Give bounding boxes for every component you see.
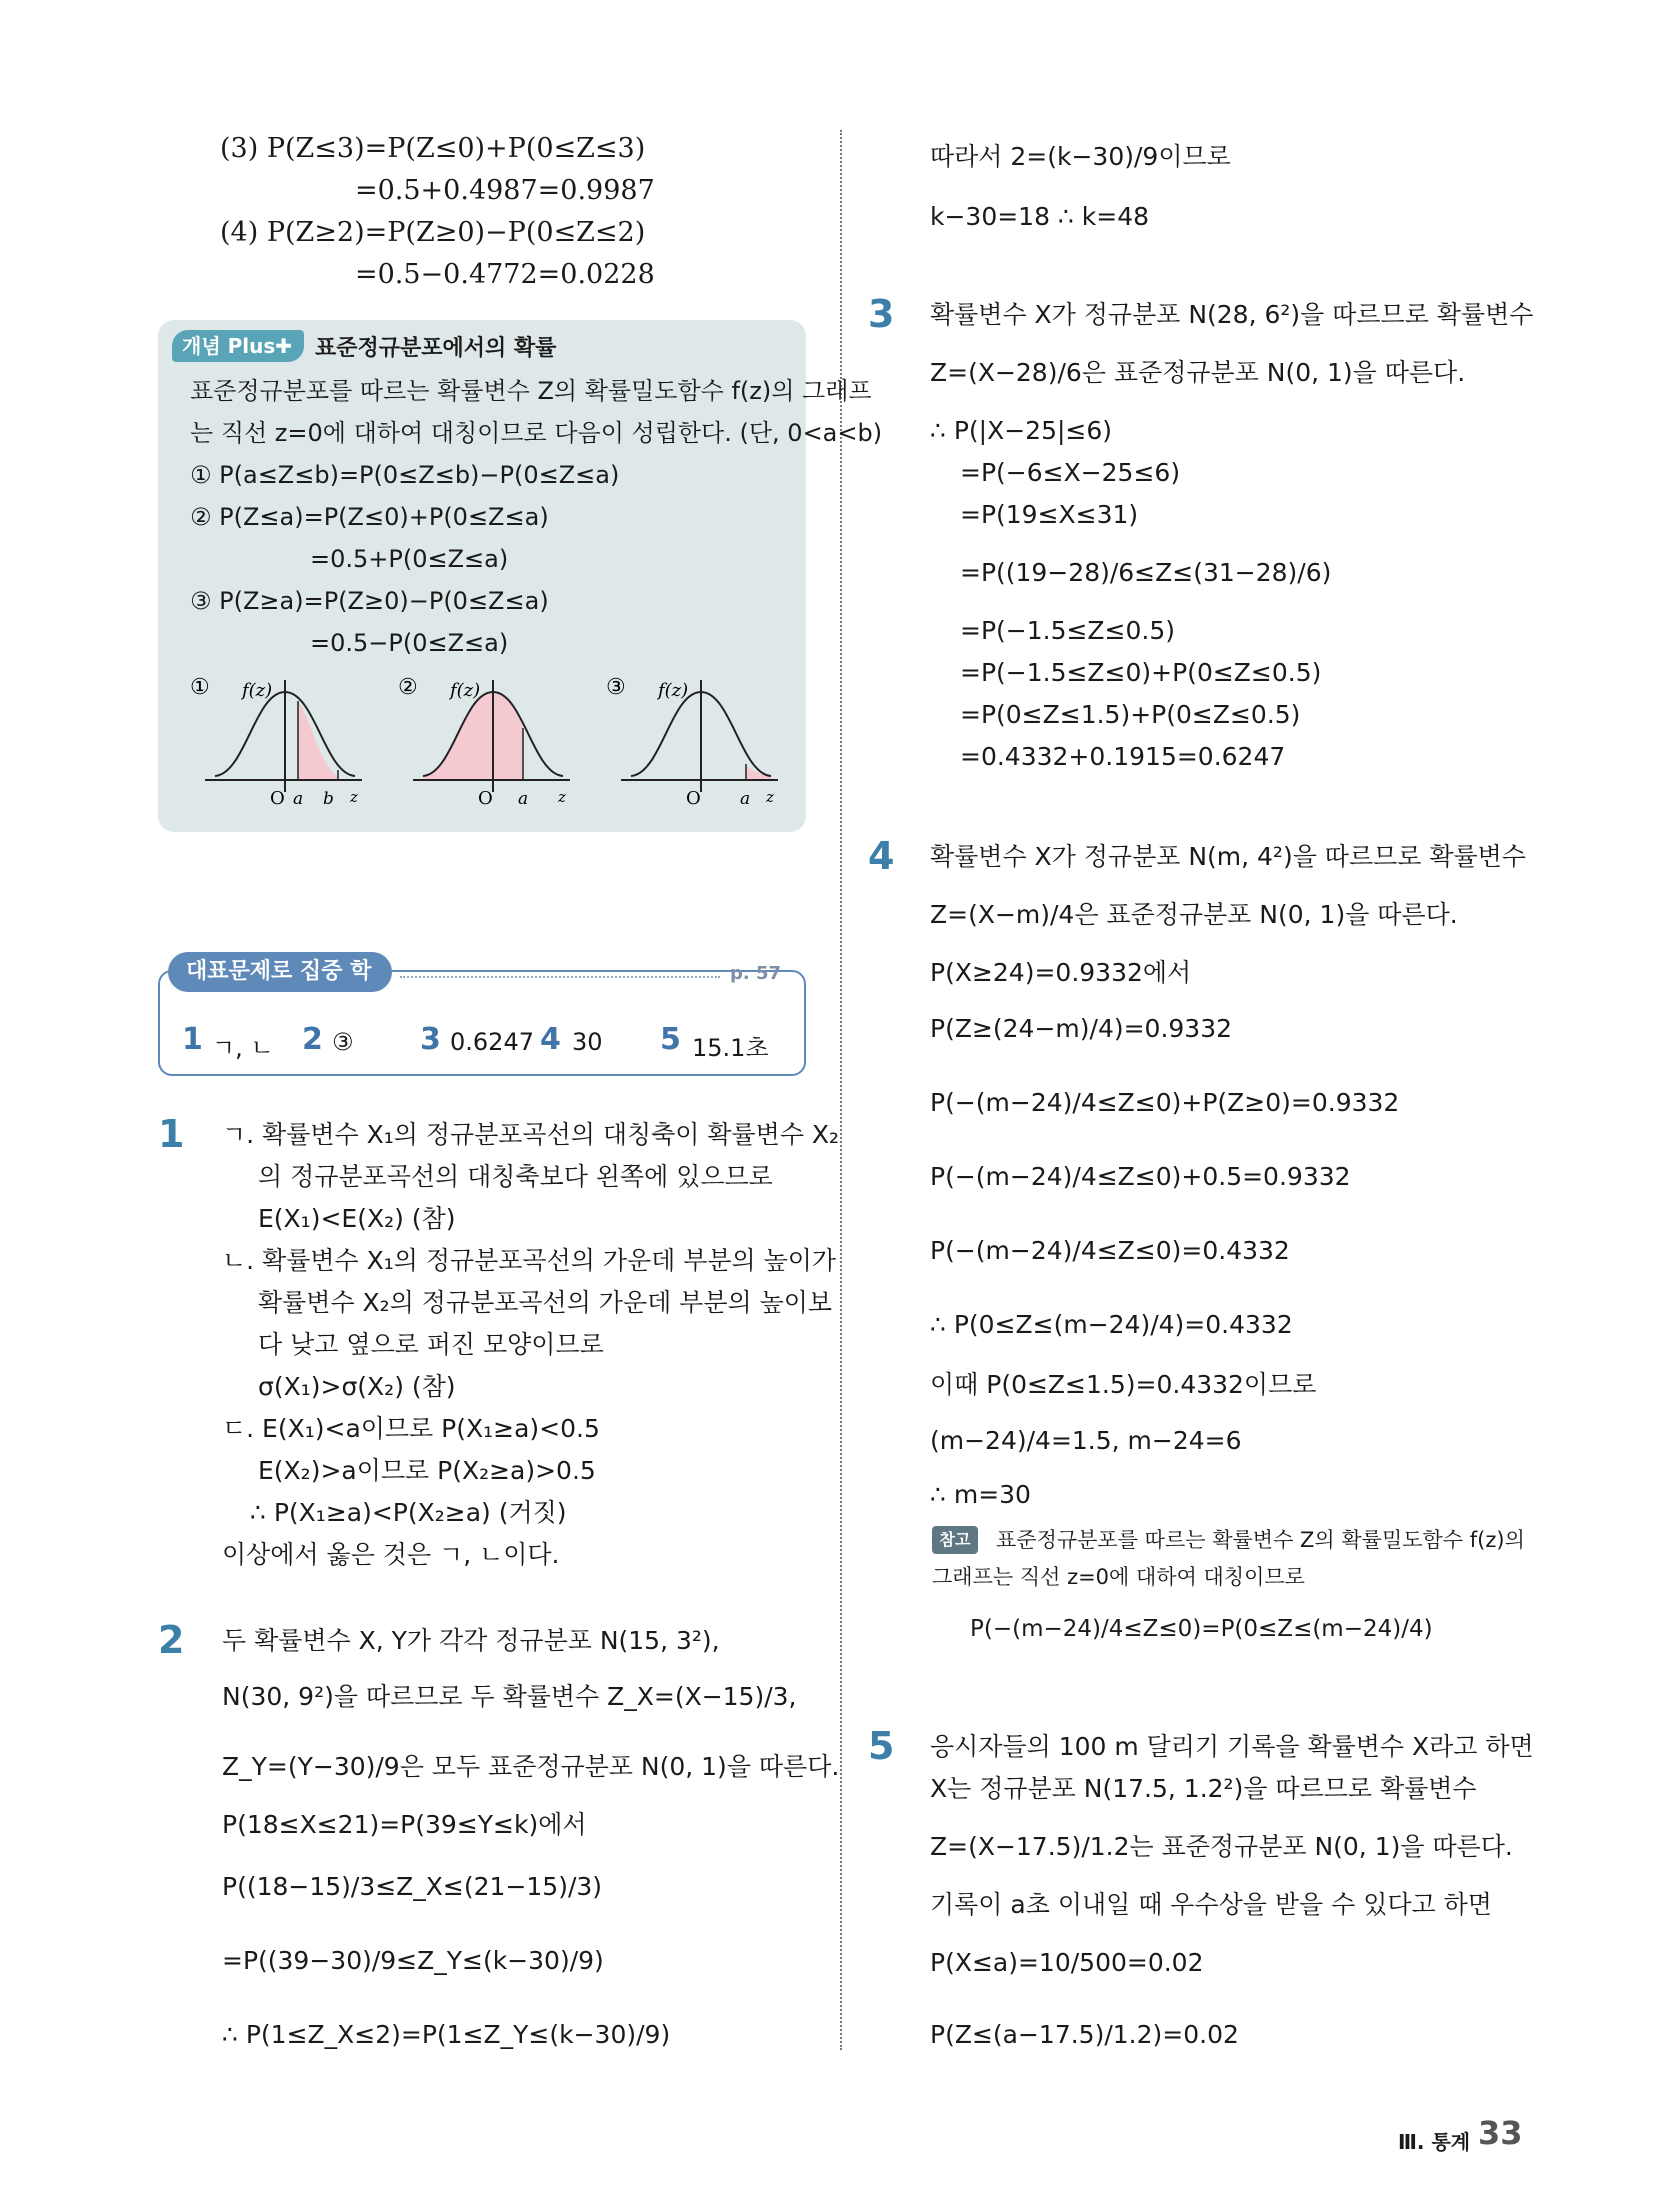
line: E(X₂)>a이므로 P(X₂≥a)>0.5 <box>258 1456 596 1485</box>
concept-plus-tag: 개념 Plus✚ <box>172 330 304 362</box>
line: P(Z≤(a−17.5)/1.2)=0.02 <box>930 2020 1239 2049</box>
y-label: f(z) <box>242 680 273 701</box>
plus-line: 는 직선 z=0에 대하여 대칭이므로 다음이 성립한다. (단, 0<a<b) <box>190 419 883 447</box>
y-label: f(z) <box>658 680 689 701</box>
line: =0.4332+0.1915=0.6247 <box>960 742 1286 771</box>
answer-number: 1 <box>182 1022 203 1057</box>
problem-number: 2 <box>158 1618 185 1662</box>
graph-number: ① <box>190 675 210 700</box>
plus-line: =0.5−P(0≤Z≤a) <box>310 629 509 657</box>
line: =P((19−28)/6≤Z≤(31−28)/6) <box>960 558 1332 587</box>
axis-z: z <box>350 788 358 806</box>
line: ㄷ. E(X₁)<a이므로 P(X₁≥a)<0.5 <box>222 1414 600 1443</box>
note-tag: 참고 <box>932 1526 978 1554</box>
footer-section: Ⅲ. 통계 <box>1398 2130 1471 2154</box>
line: =P(19≤X≤31) <box>960 500 1139 529</box>
answer-value: ③ <box>332 1028 354 1056</box>
line: ∴ P(0≤Z≤(m−24)/4)=0.4332 <box>930 1310 1293 1339</box>
plus-line: ② P(Z≤a)=P(Z≤0)+P(0≤Z≤a) <box>190 503 549 531</box>
line: 확률변수 X₂의 정규분포곡선의 가운데 부분의 높이보 <box>258 1288 833 1317</box>
normal-curve-graph-1 <box>190 672 370 812</box>
note-line: 그래프는 직선 z=0에 대하여 대칭이므로 <box>932 1565 1305 1589</box>
line: k−30=18 ∴ k=48 <box>930 202 1150 231</box>
plus-line: ① P(a≤Z≤b)=P(0≤Z≤b)−P(0≤Z≤a) <box>190 461 620 489</box>
line: (4) P(Z≥2)=P(Z≥0)−P(0≤Z≤2) <box>220 217 646 248</box>
line: P(X≥24)=0.9332에서 <box>930 958 1192 987</box>
line: =P(−1.5≤Z≤0.5) <box>960 616 1176 645</box>
answer-number: 2 <box>302 1022 323 1057</box>
line: 이때 P(0≤Z≤1.5)=0.4332이므로 <box>930 1370 1317 1399</box>
plus-line: ③ P(Z≥a)=P(Z≥0)−P(0≤Z≤a) <box>190 587 549 615</box>
line: =0.5−0.4772=0.0228 <box>355 259 655 290</box>
shaded-area <box>746 766 771 780</box>
answer-number: 5 <box>660 1022 681 1057</box>
page-number: 33 <box>1478 2114 1523 2152</box>
focus-page-ref: p. 57 <box>730 963 782 984</box>
line: Z=(X−m)/4은 표준정규분포 N(0, 1)을 따른다. <box>930 900 1458 929</box>
line: =P(0≤Z≤1.5)+P(0≤Z≤0.5) <box>960 700 1301 729</box>
line: P(18≤X≤21)=P(39≤Y≤k)에서 <box>222 1810 587 1839</box>
line: 이상에서 옳은 것은 ㄱ, ㄴ이다. <box>222 1540 560 1569</box>
answer-value: ㄱ, ㄴ <box>212 1034 274 1062</box>
line: 다 낮고 옆으로 퍼진 모양이므로 <box>258 1330 604 1359</box>
tick-a: a <box>740 789 751 809</box>
axis-z: z <box>766 788 774 806</box>
line: Z=(X−17.5)/1.2는 표준정규분포 N(0, 1)을 따른다. <box>930 1832 1513 1861</box>
line: ∴ P(|X−25|≤6) <box>930 416 1113 445</box>
plus-line: 표준정규분포를 따르는 확률변수 Z의 확률밀도함수 f(z)의 그래프 <box>190 377 872 405</box>
graph-number: ③ <box>606 675 626 700</box>
line: (m−24)/4=1.5, m−24=6 <box>930 1426 1242 1455</box>
line: P(−(m−24)/4≤Z≤0)+P(Z≥0)=0.9332 <box>930 1088 1400 1117</box>
line: ∴ P(1≤Z_X≤2)=P(1≤Z_Y≤(k−30)/9) <box>222 2020 671 2049</box>
plus-line: =0.5+P(0≤Z≤a) <box>310 545 509 573</box>
line: =0.5+0.4987=0.9987 <box>355 175 655 206</box>
line: 기록이 a초 이내일 때 우수상을 받을 수 있다고 하면 <box>930 1890 1492 1919</box>
line: 확률변수 X가 정규분포 N(28, 6²)을 따르므로 확률변수 <box>930 300 1534 329</box>
tick-b: b <box>323 789 334 809</box>
line: 따라서 2=(k−30)/9이므로 <box>930 142 1231 171</box>
line: Z_Y=(Y−30)/9은 모두 표준정규분포 N(0, 1)을 따른다. <box>222 1752 840 1781</box>
line: =P(−1.5≤Z≤0)+P(0≤Z≤0.5) <box>960 658 1322 687</box>
origin-label: O <box>478 788 493 809</box>
line: =P((39−30)/9≤Z_Y≤(k−30)/9) <box>222 1946 604 1975</box>
concept-plus-title: 표준정규분포에서의 확률 <box>315 336 557 361</box>
answer-value: 0.6247 <box>450 1028 534 1056</box>
answer-value: 15.1초 <box>692 1034 769 1062</box>
normal-curve-graph-3 <box>606 672 786 812</box>
note-line: 표준정규분포를 따르는 확률변수 Z의 확률밀도함수 f(z)의 <box>996 1528 1525 1552</box>
shaded-area <box>298 701 338 780</box>
line: ㄱ. 확률변수 X₁의 정규분포곡선의 대칭축이 확률변수 X₂ <box>222 1120 840 1149</box>
problem-number: 1 <box>158 1112 185 1156</box>
line: (3) P(Z≤3)=P(Z≤0)+P(0≤Z≤3) <box>220 133 646 164</box>
origin-label: O <box>270 788 285 809</box>
line: Z=(X−28)/6은 표준정규분포 N(0, 1)을 따른다. <box>930 358 1466 387</box>
line: P(X≤a)=10/500=0.02 <box>930 1948 1204 1977</box>
line: σ(X₁)>σ(X₂) (참) <box>258 1372 456 1401</box>
axis-z: z <box>558 788 566 806</box>
dotted-leader <box>400 976 720 978</box>
line: N(30, 9²)을 따르므로 두 확률변수 Z_X=(X−15)/3, <box>222 1682 797 1711</box>
line: ∴ m=30 <box>930 1480 1031 1509</box>
line: E(X₁)<E(X₂) (참) <box>258 1204 456 1233</box>
problem-number: 3 <box>868 292 895 336</box>
origin-label: O <box>686 788 701 809</box>
line: 의 정규분포곡선의 대칭축보다 왼쪽에 있으므로 <box>258 1162 773 1191</box>
y-label: f(z) <box>450 680 481 701</box>
line: X는 정규분포 N(17.5, 1.2²)을 따르므로 확률변수 <box>930 1774 1477 1803</box>
focus-tag: 대표문제로 집중 학습 <box>168 952 392 992</box>
answer-number: 4 <box>540 1022 561 1057</box>
note-line: P(−(m−24)/4≤Z≤0)=P(0≤Z≤(m−24)/4) <box>970 1616 1433 1642</box>
line: =P(−6≤X−25≤6) <box>960 458 1181 487</box>
tick-a: a <box>293 789 304 809</box>
line: 응시자들의 100 m 달리기 기록을 확률변수 X라고 하면 <box>930 1732 1534 1761</box>
answer-number: 3 <box>420 1022 441 1057</box>
normal-curve-graph-2 <box>398 672 578 812</box>
answer-value: 30 <box>572 1028 603 1056</box>
line: P((18−15)/3≤Z_X≤(21−15)/3) <box>222 1872 603 1901</box>
line: P(Z≥(24−m)/4)=0.9332 <box>930 1014 1233 1043</box>
line: P(−(m−24)/4≤Z≤0)=0.4332 <box>930 1236 1290 1265</box>
problem-number: 5 <box>868 1724 895 1768</box>
line: ㄴ. 확률변수 X₁의 정규분포곡선의 가운데 부분의 높이가 <box>222 1246 837 1275</box>
line: 확률변수 X가 정규분포 N(m, 4²)을 따르므로 확률변수 <box>930 842 1526 871</box>
line: P(−(m−24)/4≤Z≤0)+0.5=0.9332 <box>930 1162 1351 1191</box>
line: ∴ P(X₁≥a)<P(X₂≥a) (거짓) <box>250 1498 567 1527</box>
tick-a: a <box>518 789 529 809</box>
graph-number: ② <box>398 675 418 700</box>
line: 두 확률변수 X, Y가 각각 정규분포 N(15, 3²), <box>222 1626 720 1655</box>
problem-number: 4 <box>868 834 895 878</box>
